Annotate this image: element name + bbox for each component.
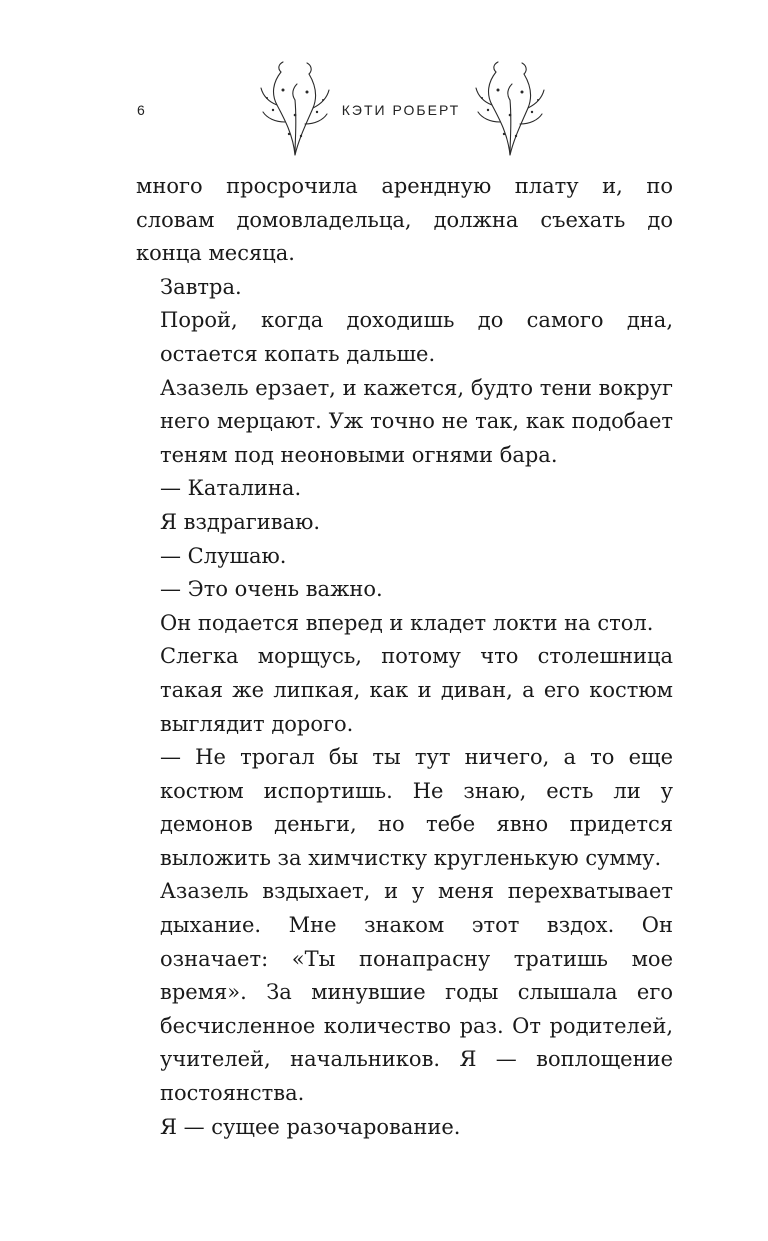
- paragraph: Я — сущее разочарование.: [160, 1114, 461, 1139]
- paragraph: Порой, когда доходишь до самого дна, остается копать дальше.: [160, 308, 673, 366]
- body-text: [136, 170, 673, 1144]
- paragraph: — Каталина.: [160, 476, 302, 501]
- page-header: [0, 60, 768, 160]
- paragraph: — Это очень важно.: [160, 577, 383, 602]
- paragraph: Завтра.: [160, 274, 242, 299]
- seaweed-ornament-icon: [255, 60, 335, 160]
- paragraph: Азазель ерзает, и кажется, будто тени вокруг него мерцают. Уж точно не так, как подобает теням под неоновыми огнями бара.: [160, 375, 673, 467]
- seaweed-ornament-icon: [470, 60, 550, 160]
- page-number: 6: [137, 102, 145, 118]
- running-title: КЭТИ РОБЕРТ: [341, 102, 461, 118]
- paragraph: Слегка морщусь, потому что столешница такая же липкая, как и диван, а его костюм выглядит дорого.: [160, 644, 673, 736]
- paragraph: много просрочила арендную плату и, по словам домовладельца, должна съехать до конца месяца.: [136, 174, 673, 266]
- paragraph: — Слушаю.: [160, 543, 287, 568]
- paragraph: Я вздрагиваю.: [160, 509, 321, 534]
- paragraph: — Не трогал бы ты тут ничего, а то еще костюм испортишь. Не знаю, есть ли у демонов деньги, но тебе явно придется выложить за химчистку кругленькую сумму.: [160, 745, 673, 870]
- paragraph: Азазель вздыхает, и у меня перехватывает дыхание. Мне знаком этот вздох. Он означает: «Ты понапрасну тратишь мое время». За минувшие годы слышала его бесчисленное количество раз. От родителей, учителей, начальников. Я — воплощение постоянства.: [160, 879, 673, 1106]
- paragraph: Он подается вперед и кладет локти на стол.: [160, 610, 654, 635]
